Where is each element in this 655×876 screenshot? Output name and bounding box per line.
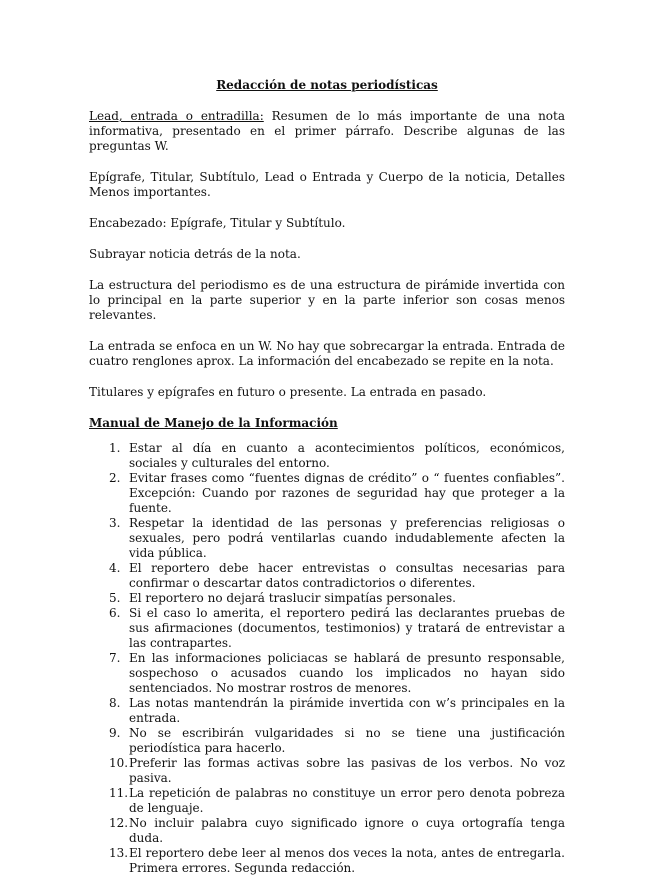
list-text: Respetar la identidad de las personas y preferencias religiosas o sexuales, pero podrá ventilarlas cuando indudablemente afecten la vida pública. bbox=[129, 516, 565, 560]
document-page bbox=[89, 78, 565, 876]
list-item bbox=[89, 651, 565, 696]
list-text: La repetición de palabras no constituye un error pero denota pobreza de lenguaje. bbox=[129, 786, 565, 815]
manual-list bbox=[89, 441, 565, 876]
paragraph: Encabezado: Epígrafe, Titular y Subtítulo. bbox=[89, 216, 346, 230]
list-item bbox=[89, 696, 565, 726]
list-item bbox=[89, 471, 565, 516]
list-item bbox=[89, 606, 565, 651]
list-number: 2. bbox=[109, 471, 121, 485]
lead-paragraph bbox=[89, 109, 565, 154]
list-text: Preferir las formas activas sobre las pasivas de los verbos. No voz pasiva. bbox=[129, 756, 565, 785]
document-title: Redacción de notas periodísticas bbox=[216, 78, 438, 92]
list-number: 10. bbox=[109, 756, 129, 770]
list-number: 3. bbox=[109, 516, 121, 530]
list-item bbox=[89, 816, 565, 846]
lead-text: Resumen de lo más importante de una nota informativa, presentado en el primer párrafo. Describe algunas de las preguntas W. bbox=[89, 109, 565, 153]
list-text: Si el caso lo amerita, el reportero pedirá las declarantes pruebas de sus afirmaciones (documentos, testimonios) y tratará de entrevistar a las contrapartes. bbox=[129, 606, 565, 650]
list-text: Evitar frases como “fuentes dignas de crédito” o “ fuentes confiables”. Excepción: Cuando por razones de seguridad hay que proteger a la fuente. bbox=[129, 471, 565, 515]
lead-label: Lead, entrada o entradilla: bbox=[89, 109, 264, 123]
paragraph: La estructura del periodismo es de una estructura de pirámide invertida con lo principal en la parte superior y en la parte inferior son cosas menos relevantes. bbox=[89, 278, 565, 322]
list-number: 1. bbox=[109, 441, 121, 455]
list-number: 8. bbox=[109, 696, 121, 710]
list-text: Estar al día en cuanto a acontecimientos políticos, económicos, sociales y culturales del entorno. bbox=[129, 441, 565, 470]
paragraph: Subrayar noticia detrás de la nota. bbox=[89, 247, 301, 261]
list-number: 6. bbox=[109, 606, 121, 620]
list-number: 12. bbox=[109, 816, 129, 830]
manual-heading: Manual de Manejo de la Información bbox=[89, 416, 338, 430]
paragraph: La entrada se enfoca en un W. No hay que sobrecargar la entrada. Entrada de cuatro renglones aprox. La información del encabezado se repite en la nota. bbox=[89, 339, 565, 368]
list-number: 7. bbox=[109, 651, 121, 665]
list-text: El reportero debe hacer entrevistas o consultas necesarias para confirmar o descartar datos contradictorios o diferentes. bbox=[129, 561, 565, 590]
paragraph: Titulares y epígrafes en futuro o presente. La entrada en pasado. bbox=[89, 385, 487, 399]
list-number: 13. bbox=[109, 846, 129, 860]
list-item bbox=[89, 561, 565, 591]
list-item bbox=[89, 441, 565, 471]
list-number: 5. bbox=[109, 591, 121, 605]
list-text: No incluir palabra cuyo significado ignore o cuya ortografía tenga duda. bbox=[129, 816, 565, 845]
list-text: El reportero debe leer al menos dos veces la nota, antes de entregarla. Primera errores. Segunda redacción. bbox=[129, 846, 565, 875]
list-item bbox=[89, 591, 565, 606]
list-item bbox=[89, 786, 565, 816]
list-item bbox=[89, 756, 565, 786]
list-number: 11. bbox=[109, 786, 129, 800]
list-text: No se escribirán vulgaridades si no se tiene una justificación periodística para hacerlo. bbox=[129, 726, 565, 755]
list-text: En las informaciones policiacas se hablará de presunto responsable, sospechoso o acusados cuando los implicados no hayan sido sentenciados. No mostrar rostros de menores. bbox=[129, 651, 565, 695]
list-text: El reportero no dejará traslucir simpatías personales. bbox=[129, 591, 456, 605]
list-number: 9. bbox=[109, 726, 121, 740]
list-item bbox=[89, 846, 565, 876]
list-item bbox=[89, 726, 565, 756]
list-text: Las notas mantendrán la pirámide invertida con w’s principales en la entrada. bbox=[129, 696, 565, 725]
list-item bbox=[89, 516, 565, 561]
paragraph: Epígrafe, Titular, Subtítulo, Lead o Entrada y Cuerpo de la noticia, Detalles Menos importantes. bbox=[89, 170, 565, 199]
list-number: 4. bbox=[109, 561, 121, 575]
